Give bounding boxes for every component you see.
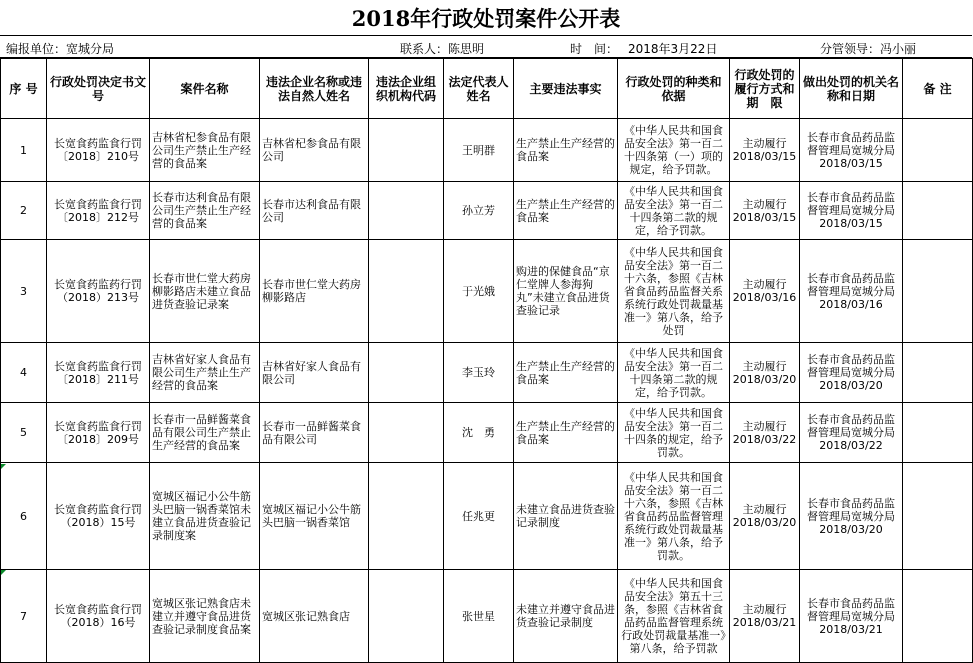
execution-date: 2018/03/15 <box>732 150 797 163</box>
row-legal-rep: 孙立芳 <box>444 182 514 240</box>
row-facts: 未建立并遵守食品进货查验记录制度 <box>514 570 618 663</box>
row-doc-no: 长宽食药监食行罚（2018）16号 <box>47 570 150 663</box>
table-row <box>1 182 973 240</box>
header-doc-no: 行政处罚决定书文号 <box>47 59 150 119</box>
row-legal-rep: 王明群 <box>444 119 514 182</box>
row-doc-no: 长宽食药监食行罚（2018）15号 <box>47 463 150 570</box>
row-execution <box>730 240 800 343</box>
row-legal-rep: 李玉玲 <box>444 343 514 403</box>
execution-mode: 主动履行 <box>742 137 787 150</box>
table-row <box>1 343 973 403</box>
row-authority <box>800 119 903 182</box>
row-facts: 生产禁止生产经营的食品案 <box>514 403 618 463</box>
row-org-code <box>369 403 444 463</box>
row-seq: 5 <box>1 403 47 463</box>
row-remarks <box>903 463 973 570</box>
row-doc-no: 长宽食药监食行罚〔2018〕210号 <box>47 119 150 182</box>
contact-person: 联系人：陈思明 <box>400 42 485 56</box>
row-remarks <box>903 570 973 663</box>
row-org-code <box>369 463 444 570</box>
table-row <box>1 463 973 570</box>
header-org-code: 违法企业组织机构代码 <box>369 59 444 119</box>
row-penalty: 《中华人民共和国食品安全法》第一百二十四条第（一）项的规定，给予罚款。 <box>618 119 730 182</box>
execution-date: 2018/03/16 <box>732 291 797 304</box>
header-seq: 序 号 <box>1 59 47 119</box>
header-legal-rep: 法定代表人姓名 <box>444 59 514 119</box>
row-penalty: 《中华人民共和国食品安全法》第一百二十六条，参照《吉林省食品药品监督管理系统行政处罚裁量基准一》第八条，给予罚款。 <box>618 463 730 570</box>
authority-name: 长春市食品药品监督管理局宽城分局 <box>807 353 895 379</box>
row-org-code <box>369 119 444 182</box>
table-row <box>1 570 973 663</box>
report-date: 2018年3月22日 <box>628 42 718 56</box>
cases-table <box>0 58 973 663</box>
row-seq: 7 <box>1 570 47 663</box>
row-seq: 3 <box>1 240 47 343</box>
table-row <box>1 119 973 182</box>
authority-name: 长春市食品药品监督管理局宽城分局 <box>807 191 895 217</box>
row-facts: 生产禁止生产经营的食品案 <box>514 182 618 240</box>
row-penalty: 《中华人民共和国食品安全法》第五十三条，参照《吉林省食品药品监督管理系统行政处罚裁量基准一》第八条，给予罚款 <box>618 570 730 663</box>
row-case-name: 长春市世仁堂大药房柳影路店未建立食品进货查验记录案 <box>150 240 260 343</box>
row-execution <box>730 463 800 570</box>
reporting-unit: 编报单位：宽城分局 <box>6 42 115 56</box>
row-penalty: 《中华人民共和国食品安全法》第一百二十六条，参照《吉林省食品药品监督关系系统行政处罚裁量基准一》第八条，给予处罚 <box>618 240 730 343</box>
header-row <box>1 59 973 119</box>
authority-date: 2018/03/15 <box>819 156 883 170</box>
row-case-name: 宽城区福记小公牛筋头巴脑一锅香菜馆未建立食品进货查验记录制度案 <box>150 463 260 570</box>
row-violator: 宽城区福记小公牛筋头巴脑一锅香菜馆 <box>260 463 369 570</box>
row-doc-no: 长宽食药监药行罚（2018）213号 <box>47 240 150 343</box>
row-case-name: 吉林省好家人食品有限公司生产禁止生产经营的食品案 <box>150 343 260 403</box>
row-violator: 吉林省杞参食品有限公司 <box>260 119 369 182</box>
row-doc-no: 长宽食药监食行罚〔2018〕209号 <box>47 403 150 463</box>
row-org-code <box>369 570 444 663</box>
execution-mode: 主动履行 <box>742 503 787 516</box>
authority-date: 2018/03/20 <box>819 379 883 392</box>
execution-mode: 主动履行 <box>742 359 787 373</box>
row-execution <box>730 182 800 240</box>
row-violator: 宽城区张记熟食店 <box>260 570 369 663</box>
row-execution <box>730 119 800 182</box>
row-authority <box>800 343 903 403</box>
execution-date: 2018/03/15 <box>732 210 797 224</box>
row-penalty: 《中华人民共和国食品安全法》第一百二十四条的规定，给予罚款。 <box>618 403 730 463</box>
row-seq: 4 <box>1 343 47 403</box>
row-doc-no: 长宽食药监食行罚〔2018〕212号 <box>47 182 150 240</box>
row-execution <box>730 570 800 663</box>
row-case-name: 长春市达利食品有限公司生产禁止生产经营的食品案 <box>150 182 260 240</box>
row-facts: 生产禁止生产经营的食品案 <box>514 343 618 403</box>
row-authority <box>800 463 903 570</box>
authority-date: 2018/03/16 <box>819 297 883 311</box>
table-row <box>1 240 973 343</box>
supervising-leader: 分管领导：冯小丽 <box>820 42 917 56</box>
row-facts: 购进的保健食品“京仁堂牌人参海狗丸”未建立食品进货查验记录 <box>514 240 618 343</box>
row-legal-rep: 张世星 <box>444 570 514 663</box>
row-seq: 2 <box>1 182 47 240</box>
row-doc-no: 长宽食药监食行罚〔2018〕211号 <box>47 343 150 403</box>
cell-comment-marker <box>1 570 6 575</box>
row-penalty: 《中华人民共和国食品安全法》第一百二十四条第二款的规定，给予罚款。 <box>618 182 730 240</box>
cell-comment-marker <box>1 464 6 469</box>
authority-date: 2018/03/15 <box>819 217 883 230</box>
authority-date: 2018/03/20 <box>819 522 883 536</box>
row-violator: 长春市世仁堂大药房柳影路店 <box>260 240 369 343</box>
row-authority <box>800 240 903 343</box>
row-org-code <box>369 240 444 343</box>
authority-name: 长春市食品药品监督管理局宽城分局 <box>807 271 895 298</box>
row-org-code <box>369 343 444 403</box>
authority-name: 长春市食品药品监督管理局宽城分局 <box>807 596 895 623</box>
row-facts: 未建立食品进货查验记录制度 <box>514 463 618 570</box>
header-authority: 做出处罚的机关名称和日期 <box>800 59 903 119</box>
row-penalty: 《中华人民共和国食品安全法》第一百二十四条第二款的规定，给予罚款。 <box>618 343 730 403</box>
row-case-name: 长春市一品鲜酱菜食品有限公司生产禁止生产经营的食品案 <box>150 403 260 463</box>
execution-mode: 主动履行 <box>742 278 787 291</box>
row-remarks <box>903 119 973 182</box>
execution-mode: 主动履行 <box>742 419 787 433</box>
header-facts: 主要违法事实 <box>514 59 618 119</box>
execution-date: 2018/03/20 <box>732 516 797 529</box>
table-row <box>1 403 973 463</box>
row-case-name: 吉林省杞参食品有限公司生产禁止生产经营的食品案 <box>150 119 260 182</box>
meta-bar <box>0 36 972 58</box>
row-violator: 长春市一品鲜酱菜食品有限公司 <box>260 403 369 463</box>
row-remarks <box>903 343 973 403</box>
execution-date: 2018/03/21 <box>732 616 797 629</box>
header-remarks: 备 注 <box>903 59 973 119</box>
page-title: 2018年行政处罚案件公开表 <box>0 0 972 36</box>
authority-name: 长春市食品药品监督管理局宽城分局 <box>807 496 895 523</box>
authority-name: 长春市食品药品监督管理局宽城分局 <box>807 130 895 157</box>
row-remarks <box>903 240 973 343</box>
row-legal-rep: 任兆更 <box>444 463 514 570</box>
row-remarks <box>903 182 973 240</box>
row-authority <box>800 182 903 240</box>
authority-name: 长春市食品药品监督管理局宽城分局 <box>807 413 895 439</box>
header-execution: 行政处罚的履行方式和期 限 <box>730 59 800 119</box>
row-org-code <box>369 182 444 240</box>
row-execution <box>730 343 800 403</box>
execution-mode: 主动履行 <box>742 603 787 616</box>
execution-date: 2018/03/22 <box>732 432 797 446</box>
time-label: 时 间： <box>570 42 619 56</box>
execution-mode: 主动履行 <box>742 197 787 211</box>
row-legal-rep: 沈 勇 <box>444 403 514 463</box>
authority-date: 2018/03/22 <box>819 439 883 452</box>
row-seq: 1 <box>1 119 47 182</box>
header-violator: 违法企业名称或违法自然人姓名 <box>260 59 369 119</box>
row-seq: 6 <box>1 463 47 570</box>
execution-date: 2018/03/20 <box>732 372 797 386</box>
header-case-name: 案件名称 <box>150 59 260 119</box>
header-penalty: 行政处罚的种类和依据 <box>618 59 730 119</box>
row-authority <box>800 570 903 663</box>
row-violator: 长春市达利食品有限公司 <box>260 182 369 240</box>
row-remarks <box>903 403 973 463</box>
row-legal-rep: 于光娥 <box>444 240 514 343</box>
row-facts: 生产禁止生产经营的食品案 <box>514 119 618 182</box>
row-violator: 吉林省好家人食品有限公司 <box>260 343 369 403</box>
authority-date: 2018/03/21 <box>819 622 883 636</box>
row-execution <box>730 403 800 463</box>
row-authority <box>800 403 903 463</box>
row-case-name: 宽城区张记熟食店未建立并遵守食品进货查验记录制度食品案 <box>150 570 260 663</box>
